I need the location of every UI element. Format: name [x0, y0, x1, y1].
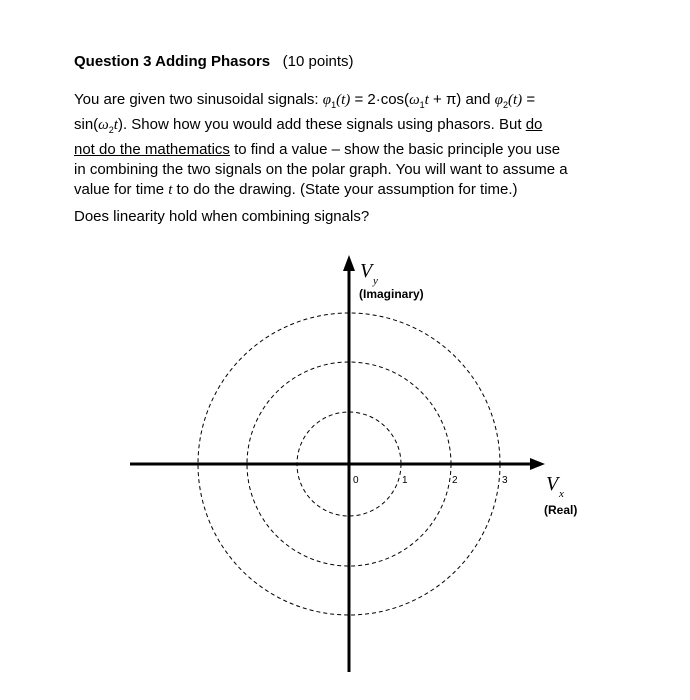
text-segment: to do the drawing. (State your assumption for time.) — [172, 181, 518, 198]
time-variable: (t) — [507, 92, 523, 108]
y-axis-subscript: y — [373, 275, 378, 287]
text-segment: value for time — [74, 181, 169, 198]
text-segment: = — [522, 91, 536, 108]
tick-label-2: 2 — [452, 475, 458, 486]
time-variable: t — [168, 182, 173, 198]
y-axis-label: (Imaginary) — [359, 287, 424, 301]
phi-symbol: φ — [322, 92, 332, 108]
x-axis-symbol: V — [546, 473, 559, 495]
omega-symbol: ω — [98, 117, 109, 133]
subscript: 1 — [331, 100, 337, 110]
text-segment: + π) and — [428, 91, 495, 108]
phi-symbol: φ — [494, 92, 503, 108]
question-points: (10 points) — [282, 53, 354, 70]
x-axis-subscript: x — [559, 488, 564, 500]
body-line-4: in combining the two signals on the polar graph. You will want to assume a — [74, 161, 568, 178]
text-segment: ). Show how you would add these signals using phasors. But — [117, 116, 526, 133]
text-segment: You are given two sinusoidal signals: — [74, 91, 323, 108]
tick-label-1: 1 — [402, 475, 408, 486]
time-variable: t — [424, 92, 429, 108]
underlined-text: not do the mathematics — [74, 141, 230, 158]
subscript: 2 — [108, 125, 114, 135]
y-axis-arrowhead — [343, 255, 355, 271]
y-axis-symbol: V — [360, 260, 373, 282]
text-segment: = 2·cos( — [350, 91, 410, 108]
x-axis-arrowhead — [530, 458, 545, 470]
omega-symbol: ω — [409, 92, 420, 108]
underlined-text: do — [525, 116, 543, 133]
time-variable: (t) — [336, 92, 351, 108]
time-variable: t — [113, 117, 118, 133]
text-segment: to find a value – show the basic principle you use — [229, 141, 561, 158]
tick-label-3: 3 — [502, 475, 508, 486]
x-axis-label: (Real) — [544, 503, 578, 517]
linearity-question: Does linearity hold when combining signals? — [74, 208, 370, 225]
question-title: Question 3 Adding Phasors — [74, 53, 271, 70]
text-segment: sin( — [74, 116, 99, 133]
subscript: 1 — [419, 100, 425, 110]
tick-label-0: 0 — [353, 475, 359, 486]
subscript: 2 — [502, 100, 508, 110]
